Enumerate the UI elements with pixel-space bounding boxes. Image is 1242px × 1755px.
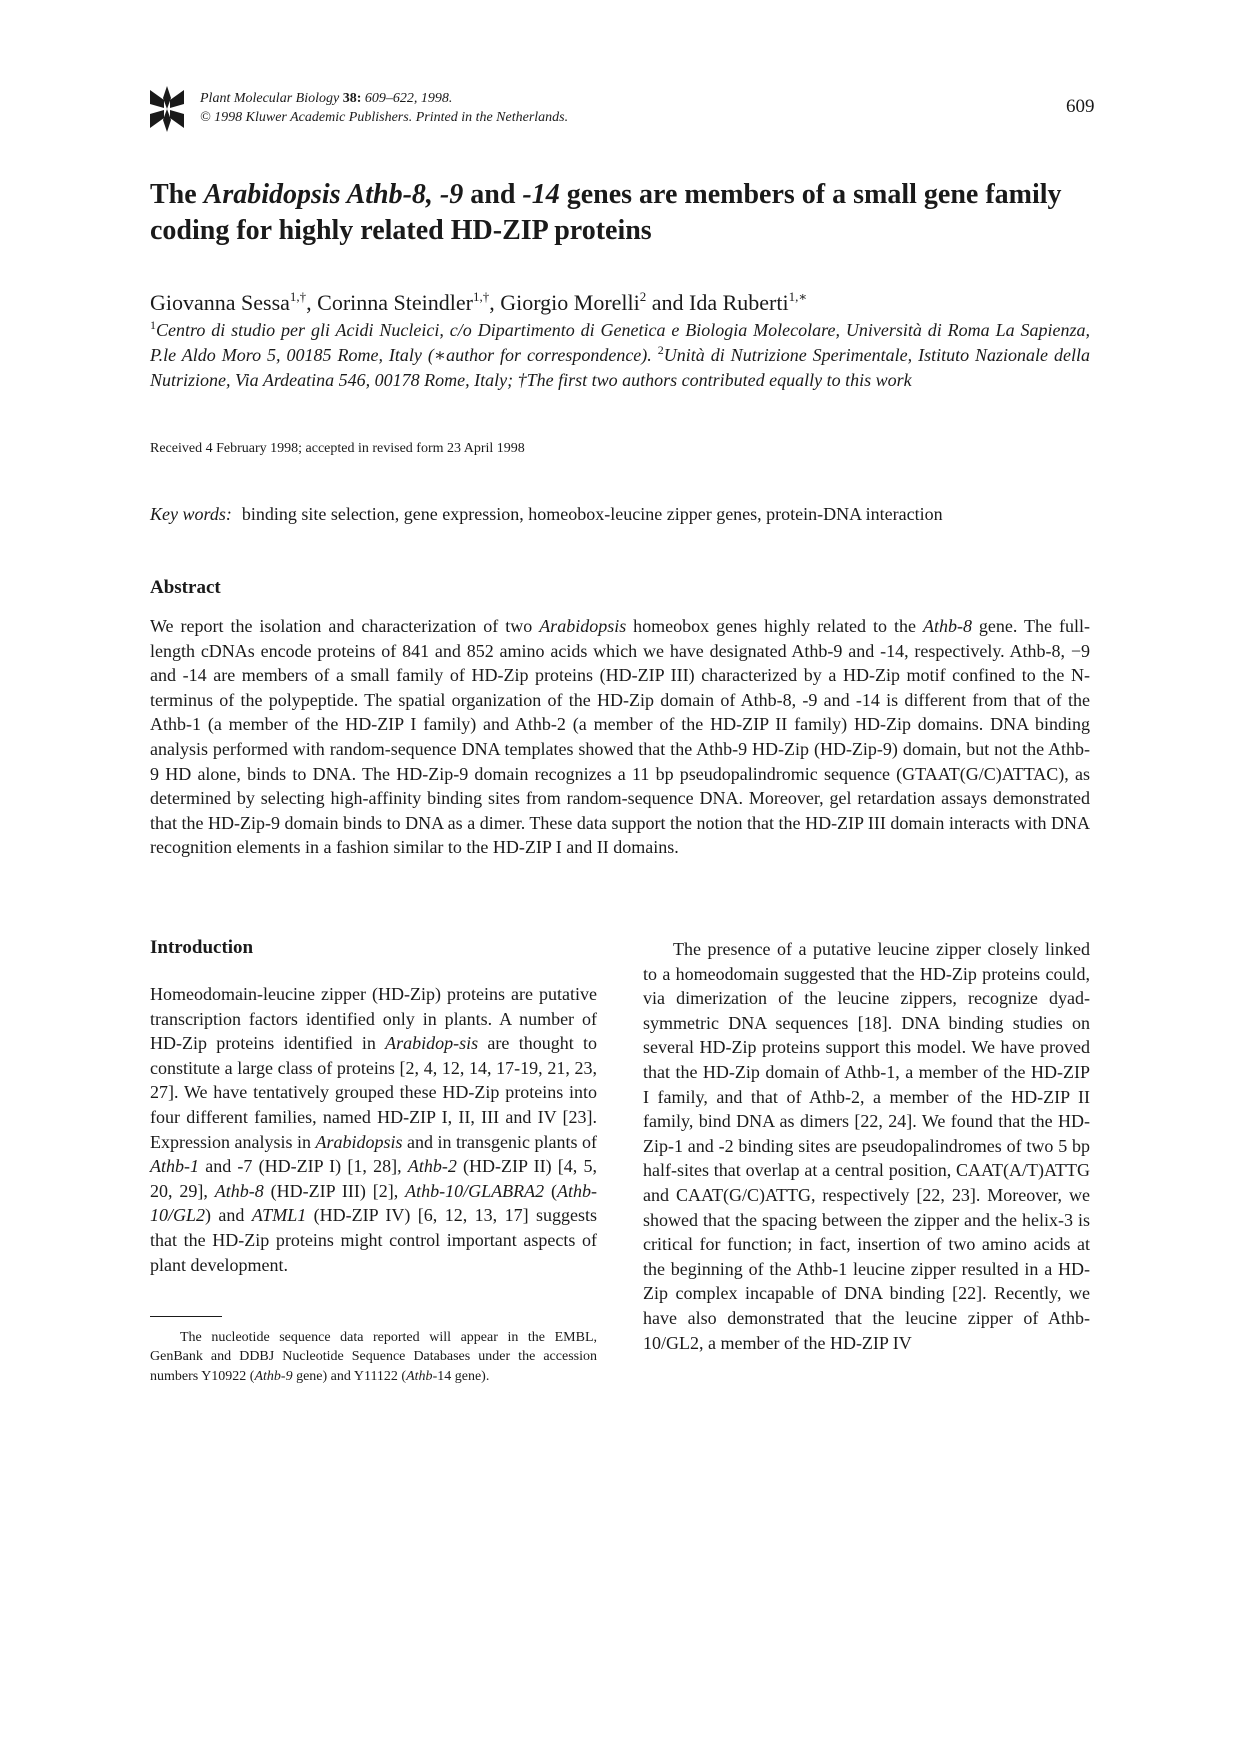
copyright-line: © 1998 Kluwer Academic Publishers. Printed in the Netherlands. bbox=[200, 110, 569, 125]
journal-citation bbox=[200, 89, 568, 108]
publisher-logo-icon bbox=[150, 86, 184, 132]
journal-name: Plant Molecular Biology bbox=[200, 91, 340, 106]
abstract-heading: Abstract bbox=[150, 577, 221, 598]
affiliations: $^1$Centro di studio per gli Acidi Nucleici, c/o Dipartimento di Genetica e Biologia Molecolare, Università di Roma La Sapienza, P.le Aldo Moro 5, 00185 Rome, Italy (∗author for correspondence). $^2$Unità di Nutrizione Sperimentale, Istituto Nazionale della Nutrizione, Via Ardeatina 546, 00178 Rome, Italy; †The first two authors contributed equally to this work bbox=[150, 318, 1090, 390]
introduction-right-column: The presence of a putative leucine zipper closely linked to a homeodomain suggested that the HD-Zip proteins could, via dimerization of the leucine zippers, recognize dyad-symmetric DNA sequences [18]. DNA binding studies on several HD-Zip proteins support this model. We have proved that the HD-Zip domain of Athb-1, a member of the HD-ZIP I family, and that of Athb-2, a member of the HD-ZIP II family, bind DNA as dimers [22, 24]. We found that the HD-Zip-1 and -2 binding sites are pseudopalindromes of two 5 bp half-sites that overlap at a central position, CAAT(A/T)ATTG and CAAT(G/C)ATTG, respectively [22, 23]. Moreover, we showed that the spacing between the zipper and the helix-3 is critical for function; in fact, insertion of two amino acids at the beginning of the Athb-1 leucine zipper resulted in a HD-Zip complex incapable of DNA binding [22]. Recently, we have also demonstrated that the leucine zipper of Athb-10/GL2, a member of the HD-ZIP IV bbox=[643, 939, 1090, 1353]
keywords bbox=[150, 504, 943, 525]
received-dates: Received 4 February 1998; accepted in revised form 23 April 1998 bbox=[150, 441, 525, 456]
abstract-text: We report the isolation and characterization of two Arabidopsis homeobox genes highly related to the Athb-8 gene. The full-length cDNAs encode proteins of 841 and 852 amino acids which we have designated Athb-9 and -14, respectively. Athb-8, −9 and -14 are members of a small family of HD-Zip proteins (HD-ZIP III) characterized by a HD-Zip motif confined to the N-terminus of the polypeptide. The spatial organization of the HD-Zip domain of Athb-8, -9 and -14 is different from that of the Athb-1 (a member of the HD-ZIP I family) and Athb-2 (a member of the HD-ZIP II family) HD-Zip domains. DNA binding analysis performed with random-sequence DNA templates showed that the Athb-9 HD-Zip (HD-Zip-9) domain, but not the Athb-9 HD alone, binds to DNA. The HD-Zip-9 domain recognizes a 11 bp pseudopalindromic sequence (GTAAT(G/C)ATTAC), as determined by selecting high-affinity binding sites from random-sequence DNA. Moreover, gel retardation assays demonstrated that the HD-Zip-9 domain binds to DNA as a dimer. These data support the notion that the HD-ZIP III domain interacts with DNA recognition elements in a fashion similar to the HD-ZIP I and II domains. bbox=[150, 616, 1090, 858]
author-list: Giovanna Sessa$^{1,\dagger}$, Corinna Steindler$^{1,\dagger}$, Giorgio Morelli$^2$ and Ida Ruberti$^{1,∗}$ bbox=[150, 289, 808, 315]
journal-header bbox=[200, 89, 568, 127]
keywords-label: Key words: bbox=[150, 504, 232, 524]
footnote: The nucleotide sequence data reported will appear in the EMBL, GenBank and DDBJ Nucleotide Sequence Databases under the accession numbers Y10922 (Athb-9 gene) and Y11122 (Athb-14 gene). bbox=[150, 1330, 597, 1384]
journal-volume: 38: bbox=[342, 91, 362, 106]
journal-pages: 609–622, 1998. bbox=[364, 91, 453, 106]
introduction-heading: Introduction bbox=[150, 937, 254, 958]
introduction-left-column: Homeodomain-leucine zipper (HD-Zip) proteins are putative transcription factors identified only in plants. A number of HD-Zip proteins identified in Arabidop-sis are thought to constitute a large class of proteins [2, 4, 12, 14, 17-19, 21, 23, 27]. We have tentatively grouped these HD-Zip proteins into four different families, named HD-ZIP I, II, III and IV [23]. Expression analysis in Arabidopsis and in transgenic plants of Athb-1 and -7 (HD-ZIP I) [1, 28], Athb-2 (HD-ZIP II) [4, 5, 20, 29], Athb-8 (HD-ZIP III) [2], Athb-10/GLABRA2 (Athb-10/GL2) and ATML1 (HD-ZIP IV) [6, 12, 13, 17] suggests that the HD-Zip proteins might control important aspects of plant development. bbox=[150, 984, 598, 1275]
footnote-divider bbox=[150, 1316, 222, 1317]
keywords-text: binding site selection, gene expression, homeobox-leucine zipper genes, protein-DNA interaction bbox=[241, 504, 943, 524]
article-title: The Arabidopsis Athb-8, -9 and -14 genes are members of a small gene family coding for highly related HD-ZIP proteins bbox=[150, 179, 1062, 246]
page-number: 609 bbox=[1066, 96, 1095, 117]
